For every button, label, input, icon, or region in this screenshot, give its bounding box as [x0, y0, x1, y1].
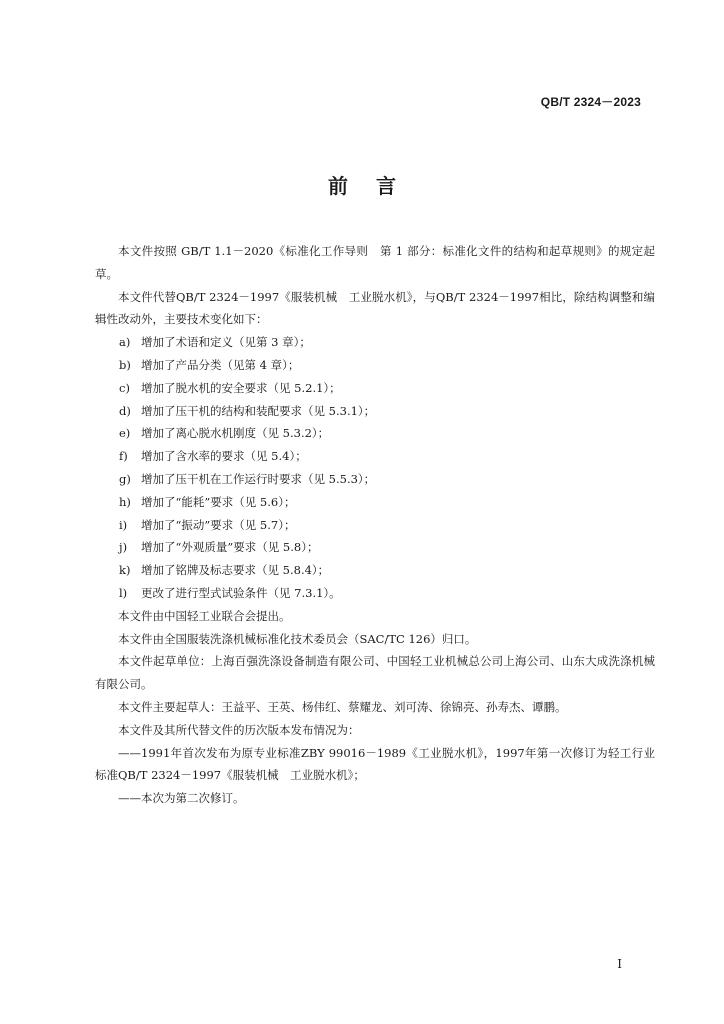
page-title: 前言 [328, 174, 424, 198]
history-intro-paragraph: 本文件及其所代替文件的历次版本发布情况为： [118, 722, 360, 737]
list-marker: h) [119, 494, 131, 509]
list-text: 增加了术语和定义（见第 3 章）； [141, 335, 311, 350]
list-item [95, 536, 655, 559]
list-marker: i) [119, 517, 128, 532]
list-item [95, 445, 655, 468]
standard-code: QB/T 2324－2023 [540, 95, 641, 109]
list-text: 增加了脱水机的安全要求（见 5.2.1）； [141, 380, 341, 395]
list-marker: g) [119, 471, 131, 486]
list-marker: e) [119, 426, 131, 441]
drafting-units-paragraph: 本文件起草单位：上海百强洗涤设备制造有限公司、中国轻工业机械总公司上海公司、山东大成洗涤机械有限公司。 [95, 654, 655, 692]
list-text: 增加了离心脱水机刚度（见 5.3.2）； [141, 426, 330, 441]
history-item: ——本次为第二次修订。 [118, 791, 245, 806]
list-item [95, 559, 655, 582]
changes-list [95, 331, 655, 605]
list-item [95, 514, 655, 537]
list-item [95, 377, 655, 400]
list-marker: d) [119, 403, 131, 418]
list-item [95, 400, 655, 423]
foreword-body [95, 240, 655, 810]
list-marker: j) [119, 540, 128, 555]
drafting-rule-paragraph: 本文件按照 GB/T 1.1－2020《标准化工作导则 第 1 部分：标准化文件的结构和起草规则》的规定起草。 [95, 244, 655, 281]
jurisdiction-paragraph: 本文件由全国服装洗涤机械标准化技术委员会（SAC/TC 126）归口。 [118, 631, 477, 646]
history-item: ——1991年首次发布为原专业标准ZBY 99016－1989《工业脱水机》，1997年第一次修订为轻工行业标准QB/T 2324－1997《服装机械 工业脱水机》； [95, 745, 655, 783]
list-text: 增加了“外观质量”要求（见 5.8）； [141, 540, 319, 555]
list-item [95, 582, 655, 605]
list-item [95, 491, 655, 514]
list-item [95, 331, 655, 354]
list-marker: a) [119, 335, 131, 350]
list-marker: b) [119, 357, 131, 372]
list-text: 增加了压干机的结构和装配要求（见 5.3.1）； [141, 403, 376, 418]
drafters-paragraph: 本文件主要起草人：王益平、王英、杨伟红、蔡耀龙、刘可涛、徐锦亮、孙寿杰、谭鹏。 [118, 699, 567, 714]
list-marker: k) [119, 563, 131, 578]
list-marker: f) [119, 449, 128, 464]
list-text: 增加了压干机在工作运行时要求（见 5.5.3）； [141, 471, 376, 486]
list-text: 增加了“能耗”要求（见 5.6）； [141, 494, 296, 509]
page-number: I [617, 957, 622, 971]
proposed-by-paragraph: 本文件由中国轻工业联合会提出。 [118, 608, 291, 623]
list-item [95, 468, 655, 491]
list-marker: l) [119, 585, 128, 600]
replacement-paragraph: 本文件代替QB/T 2324－1997《服装机械 工业脱水机》，与QB/T 2324－1997相比，除结构调整和编辑性改动外，主要技术变化如下： [95, 289, 655, 327]
list-text: 增加了产品分类（见第 4 章）； [141, 357, 300, 372]
list-marker: c) [119, 380, 130, 395]
list-text: 增加了含水率的要求（见 5.4）； [141, 449, 307, 464]
list-item [95, 422, 655, 445]
list-text: 增加了铭牌及标志要求（见 5.8.4）； [141, 563, 330, 578]
list-item [95, 354, 655, 377]
list-text: 更改了进行型式试验条件（见 7.3.1）。 [141, 585, 341, 600]
list-text: 增加了“振动”要求（见 5.7）； [141, 517, 296, 532]
